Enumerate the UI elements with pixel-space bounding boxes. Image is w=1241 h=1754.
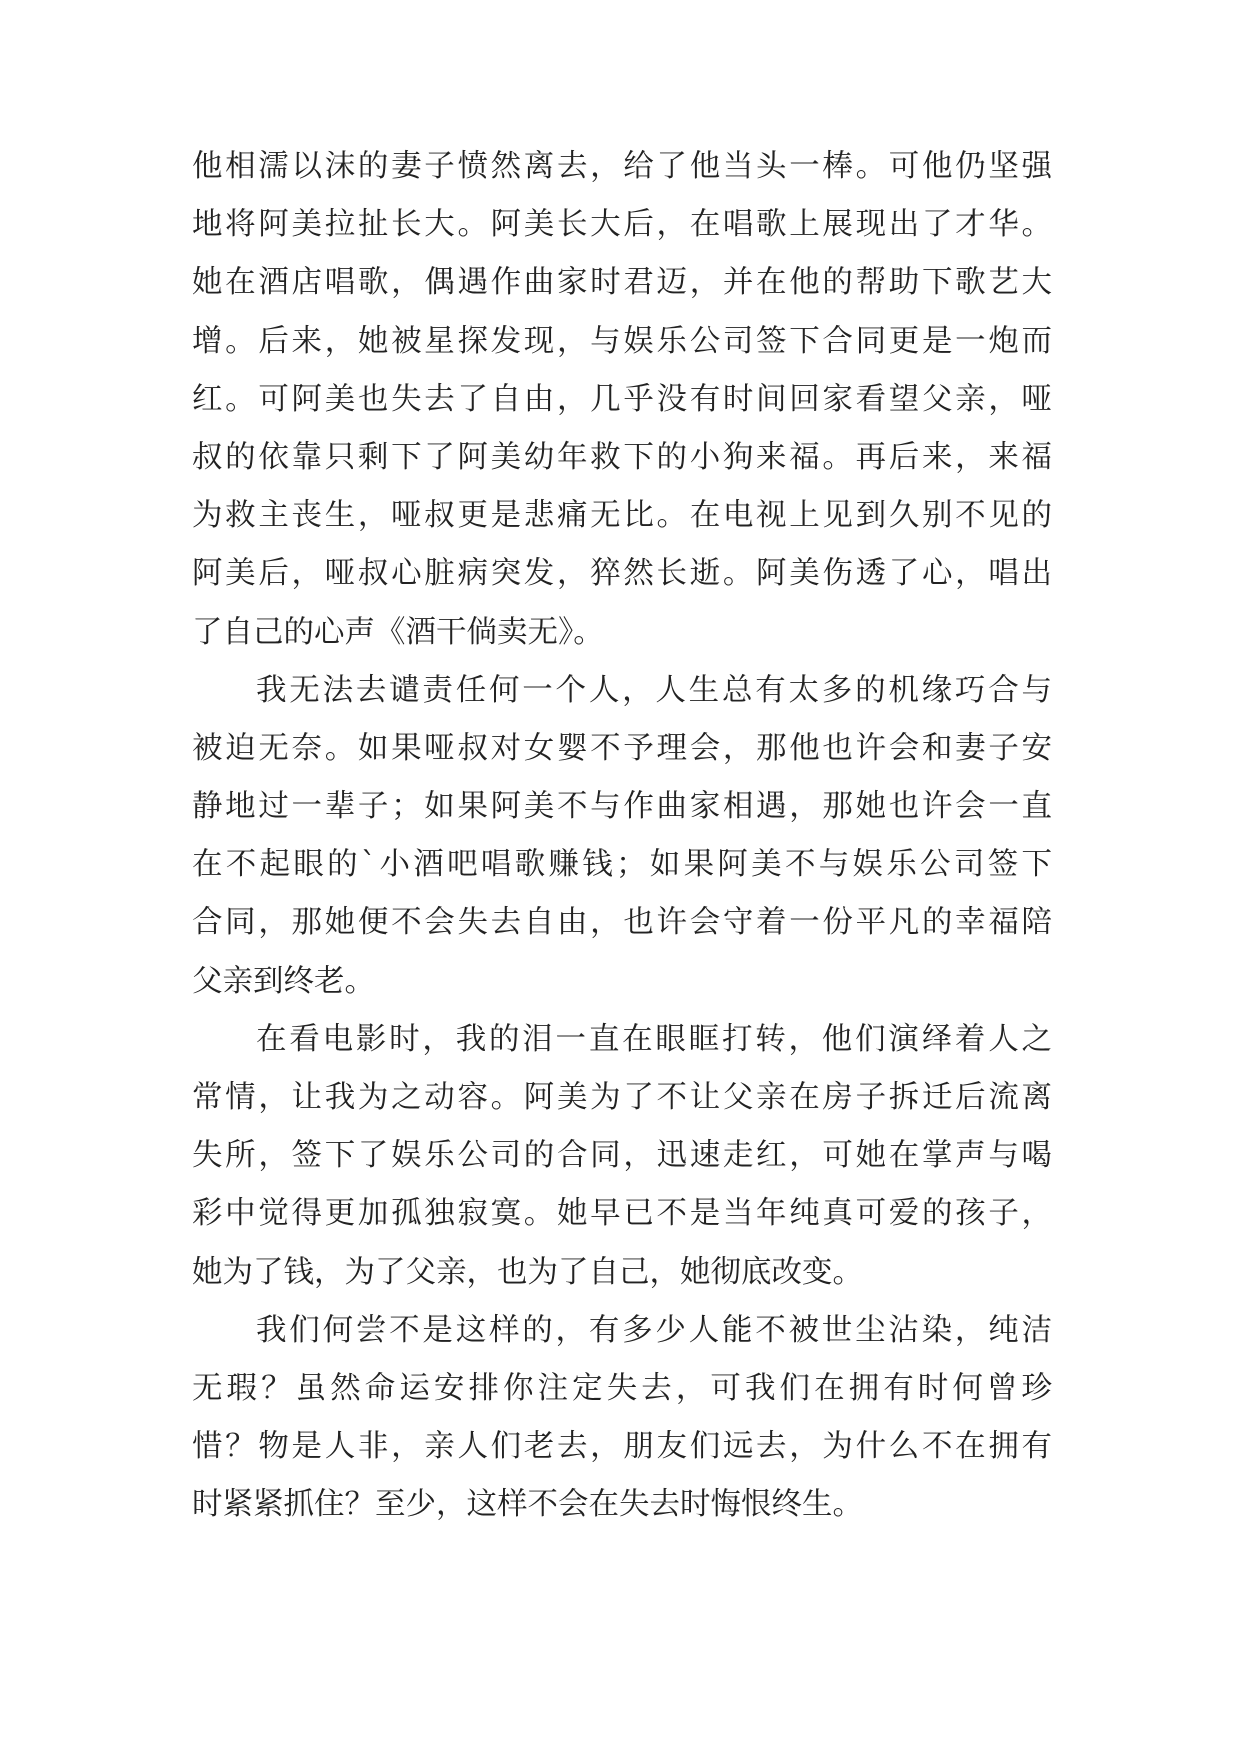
text-line: 他相濡以沫的妻子愤然离去，给了他当头一棒。可他仍坚强 <box>192 149 1052 184</box>
text-line: 叔的依靠只剩下了阿美幼年救下的小狗来福。再后来，来福 <box>192 439 1052 475</box>
paragraph <box>192 138 1052 662</box>
paragraph <box>192 1011 1052 1302</box>
text-line: 在不起眼的`小酒吧唱歌赚钱；如果阿美不与娱乐公司签下 <box>192 847 1052 883</box>
text-line: 我们何尝不是这样的，有多少人能不被世尘沾染，纯洁 <box>256 1312 1052 1348</box>
text-line: 惜？物是人非，亲人们老去，朋友们远去，为什么不在拥有 <box>192 1429 1052 1465</box>
text-line: 在看电影时，我的泪一直在眼眶打转，他们演绎着人之 <box>256 1021 1052 1057</box>
text-line: 地将阿美拉扯长大。阿美长大后，在唱歌上展现出了才华。 <box>192 207 1052 243</box>
text-line: 无瑕？虽然命运安排你注定失去，可我们在拥有时何曾珍 <box>192 1370 1052 1406</box>
text-line: 被迫无奈。如果哑叔对女婴不予理会，那他也许会和妻子安 <box>192 730 1052 766</box>
text-line: 她为了钱，为了父亲，也为了自己，她彻底改变。 <box>192 1254 863 1290</box>
text-line: 常情，让我为之动容。阿美为了不让父亲在房子拆迁后流离 <box>192 1080 1052 1115</box>
text-line: 阿美后，哑叔心脏病突发，猝然长逝。阿美伤透了心，唱出 <box>192 556 1052 592</box>
text-line: 静地过一辈子；如果阿美不与作曲家相遇，那她也许会一直 <box>192 789 1052 825</box>
paragraph <box>192 662 1052 1011</box>
text-line: 彩中觉得更加孤独寂寞。她早已不是当年纯真可爱的孩子， <box>192 1196 1052 1232</box>
text-line: 失所，签下了娱乐公司的合同，迅速走红，可她在掌声与喝 <box>192 1138 1052 1174</box>
text-line: 父亲到终老。 <box>192 963 375 999</box>
text-line: 为救主丧生，哑叔更是悲痛无比。在电视上见到久别不见的 <box>192 498 1052 534</box>
text-line: 我无法去谴责任何一个人，人生总有太多的机缘巧合与 <box>256 672 1052 708</box>
text-line: 时紧紧抓住？至少，这样不会在失去时悔恨终生。 <box>192 1487 863 1523</box>
paragraph <box>192 1302 1052 1535</box>
text-line: 她在酒店唱歌，偶遇作曲家时君迈，并在他的帮助下歌艺大 <box>192 265 1052 301</box>
text-line: 红。可阿美也失去了自由，几乎没有时间回家看望父亲，哑 <box>192 381 1052 417</box>
text-line: 增。后来，她被星探发现，与娱乐公司签下合同更是一炮而 <box>192 323 1052 359</box>
text-line: 合同，那她便不会失去自由，也许会守着一份平凡的幸福陪 <box>192 905 1052 941</box>
text-line: 了自己的心声《酒干倘卖无》。 <box>192 614 604 650</box>
document-body <box>192 138 1052 1535</box>
